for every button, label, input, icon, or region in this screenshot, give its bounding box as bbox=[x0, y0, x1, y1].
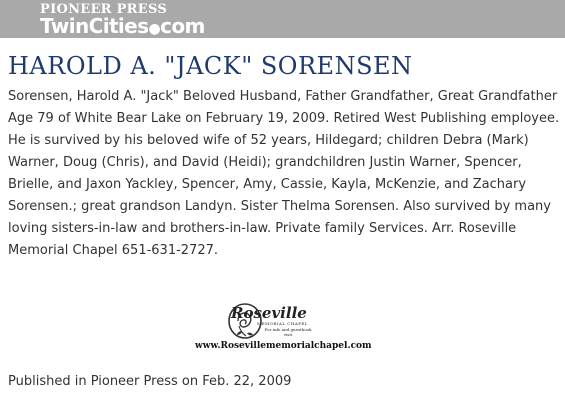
funeral-home-name: Roseville bbox=[231, 304, 307, 322]
publication-note: Published in Pioneer Press on Feb. 22, 2009 bbox=[8, 374, 292, 389]
site-masthead[interactable] bbox=[0, 0, 565, 38]
masthead-publication-name: PIONEER PRESS bbox=[40, 2, 168, 17]
funeral-home-logo[interactable] bbox=[195, 300, 370, 356]
masthead-brand: TwinCities bbox=[40, 14, 149, 38]
masthead-dot: ● bbox=[148, 21, 161, 37]
funeral-home-subtitle: MEMORIAL CHAPEL bbox=[257, 321, 309, 326]
obituary-body: Sorensen, Harold A. "Jack" Beloved Husband, Father Grandfather, Great Grandfather Age 79 of White Bear Lake on February 19, 2009. Retired West Publishing employee. He is survived by his beloved wife of 52 years, Hildegard; children Debra (Mark) Warner, Doug (Chris), and David (Heidi); grandchildren Justin Warner, Spencer, Brielle, and Jaxon Yackley, Spencer, Amy, Cassie, Kayla, McKenzie, and Zachary Sorensen.; great grandson Landyn. Sister Thelma Sorensen. Also survived by many loving sisters-in-law and brothers-in-law. Private family Services. Arr. Roseville Memorial Chapel 651-631-2727. bbox=[8, 89, 560, 258]
funeral-home-url[interactable]: www.Rosevillememorialchapel.com bbox=[195, 341, 372, 351]
masthead-tld: com bbox=[160, 14, 205, 38]
obituary-title: HAROLD A. "JACK" SORENSEN bbox=[8, 52, 413, 80]
funeral-home-info: For info and guestbook visit bbox=[264, 327, 312, 337]
masthead-logo-text[interactable] bbox=[40, 14, 205, 38]
